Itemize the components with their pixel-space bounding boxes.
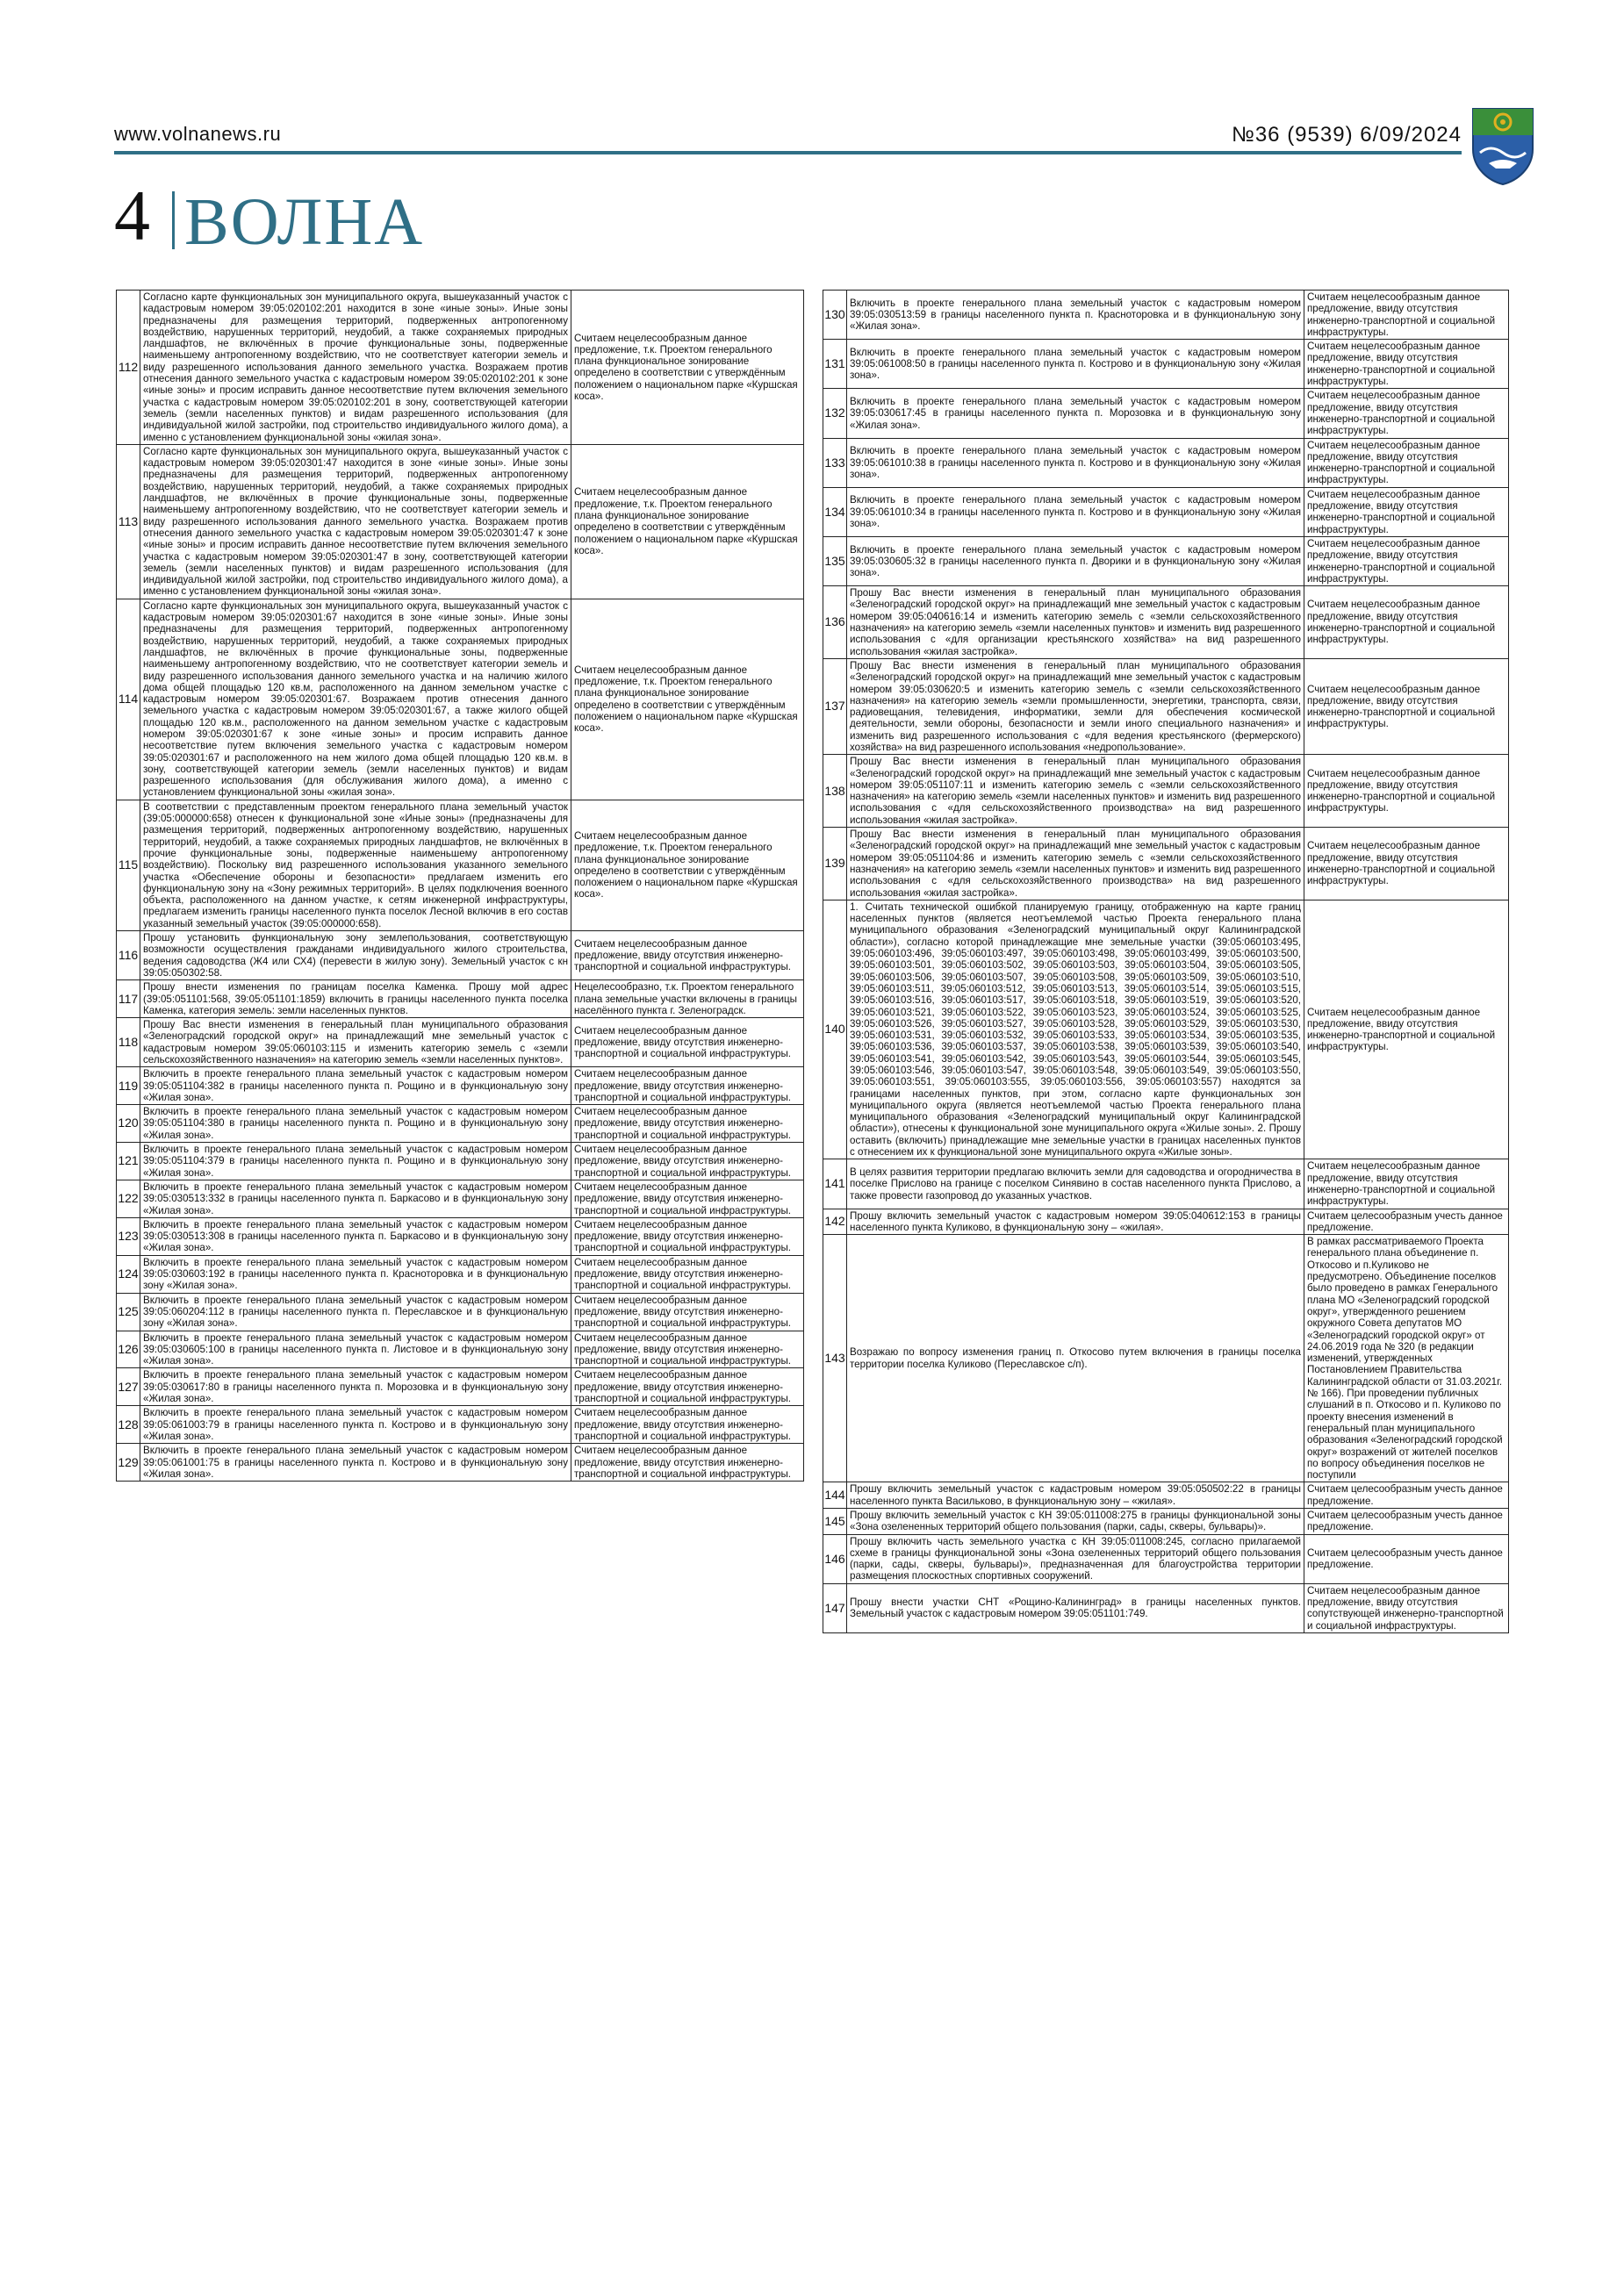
- response-text: Считаем целесообразным учесть данное предложение.: [1304, 1209, 1509, 1235]
- table-row: [823, 828, 1509, 900]
- row-number: 129: [117, 1444, 140, 1482]
- row-number: 147: [823, 1583, 847, 1632]
- row-number: 127: [117, 1368, 140, 1406]
- proposal-text: Включить в проекте генерального плана земельный участок с кадастровым номером 39:05:051104:382 в границы населенного пункта п. Рощино и в функциональную зону «Жилая зона».: [140, 1067, 571, 1105]
- proposal-text: 1. Считать технической ошибкой планируемую границу, отображенную на карте границ населенных пунктов (является неотъемлемой частью Проекта генерального плана муниципального образования «Зеленоградский муниципальный округ Калининградской области»), согласно которой принадлежащие мне земельные участки (39:05:060103:495, 39:05:060103:496, 39:05:060103:497, 39:05:060103:498, 39:05:060103:499, 39:05:060103:500, 39:05:060103:501, 39:05:060103:502, 39:05:060103:503, 39:05:060103:504, 39:05:060103:505, 39:05:060103:506, 39:05:060103:507, 39:05:060103:508, 39:05:060103:509, 39:05:060103:510, 39:05:060103:511, 39:05:060103:512, 39:05:060103:513, 39:05:060103:514, 39:05:060103:515, 39:05:060103:516, 39:05:060103:517, 39:05:060103:518, 39:05:060103:519, 39:05:060103:520, 39:05:060103:521, 39:05:060103:522, 39:05:060103:523, 39:05:060103:524, 39:05:060103:525, 39:05:060103:526, 39:05:060103:527, 39:05:060103:528, 39:05:060103:529, 39:05:060103:530, 39:05:060103:531, 39:05:060103:532, 39:05:060103:533, 39:05:060103:534, 39:05:060103:535, 39:05:060103:536, 39:05:060103:537, 39:05:060103:538, 39:05:060103:539, 39:05:060103:540, 39:05:060103:541, 39:05:060103:542, 39:05:060103:543, 39:05:060103:544, 39:05:060103:545, 39:05:060103:546, 39:05:060103:547, 39:05:060103:548, 39:05:060103:549, 39:05:060103:550, 39:05:060103:551, 39:05:060103:555, 39:05:060103:556, 39:05:060103:557) находятся за границами населенных пунктов, при этом, согласно карте функциональных зон муниципального округа (является неотъемлемой частью Проекта генерального плана муниципального образования «Зеленоградский муниципальный округ Калининградской области»), отнесены к функциональной зоне муниципального округа «Жилые зоны». 2. Прошу оставить (включить) принадлежащие мне земельные участки в границах населенных пунктов с отнесением их к функциональной зоне муниципального округа «Жилые зоны».: [847, 900, 1304, 1159]
- row-number: 123: [117, 1217, 140, 1255]
- row-number: 138: [823, 755, 847, 828]
- left-proposals-table: [116, 290, 804, 1482]
- table-row: [823, 389, 1509, 438]
- row-number: 135: [823, 536, 847, 585]
- proposal-text: Включить в проекте генерального плана земельный участок с кадастровым номером 39:05:061003:79 в границы населенного пункта п. Кострово и в функциональную зону «Жилая зона».: [140, 1406, 571, 1444]
- proposal-text: Включить в проекте генерального плана земельный участок с кадастровым номером 39:05:061010:38 в границы населенного пункта п. Кострово и в функциональную зону «Жилая зона».: [847, 438, 1304, 487]
- table-row: [117, 1255, 804, 1293]
- table-row: [823, 900, 1509, 1159]
- proposal-text: В целях развития территории предлагаю включить земли для садоводства и огородничества в поселке Прислово на границе с поселком Синявино в состав населенного пункта Прислово, а также провести газопровод до указанных участков.: [847, 1159, 1304, 1209]
- proposal-text: Включить в проекте генерального плана земельный участок с кадастровым номером 39:05:030617:45 в границы населенного пункта п. Морозовка и в функциональную зону «Жилая зона».: [847, 389, 1304, 438]
- header-rule: [114, 151, 1462, 154]
- proposal-text: Включить в проекте генерального плана земельный участок с кадастровым номером 39:05:061001:75 в границы населенного пункта п. Кострово и в функциональную зону «Жилая зона».: [140, 1444, 571, 1482]
- response-text: Считаем нецелесообразным данное предложение, ввиду отсутствия инженерно-транспортной и социальной инфраструктуры.: [1304, 487, 1509, 536]
- row-number: 146: [823, 1534, 847, 1583]
- proposal-text: В соответствии с представленным проектом генерального плана земельный участок (39:05:000000:658) отнесен к функциональной зоне «Иные зоны» (предназначены для размещения территорий, подверженных антропогенному воздействию, нарушенных территорий, неудобий, а также сохраняемых природных ландшафтов, не включённых в прочие функциональные зоны, подверженные наименьшему антропогенному воздействию). Поскольку вид разрешенного использования указанного земельного участка «Обеспечение обороны и безопасности» предлагаем изменить его функциональную зону на «Зону режимных территорий». В целях подключения военного объекта, расположенного на данном участке, к сетям инженерной инфраструктуры, предлагаем изменить границы населенного пункта поселок Лесной включив в его состав указанный земельный участок (39:05:000000:658).: [140, 800, 571, 930]
- table-row: [117, 1143, 804, 1180]
- proposal-text: Включить в проекте генерального плана земельный участок с кадастровым номером 39:05:051104:379 в границы населенного пункта п. Рощино и в функциональную зону «Жилая зона».: [140, 1143, 571, 1180]
- table-row: [823, 658, 1509, 754]
- response-text: Считаем нецелесообразным данное предложение, ввиду отсутствия инженерно-транспортной и социальной инфраструктуры.: [1304, 586, 1509, 659]
- proposal-text: Прошу включить земельный участок с кадастровым номером 39:05:050502:22 в границы населенного пункта Васильково, в функциональную зону – «жилая».: [847, 1482, 1304, 1509]
- proposal-text: Прошу включить земельный участок с кадастровым номером 39:05:040612:153 в границы населенного пункта Куликово, в функциональную зону – «жилая».: [847, 1209, 1304, 1235]
- row-number: 145: [823, 1508, 847, 1534]
- table-row: [823, 487, 1509, 536]
- response-text: Считаем нецелесообразным данное предложение, ввиду отсутствия инженерно-транспортной и социальной инфраструктуры.: [571, 1368, 804, 1406]
- proposal-text: Прошу включить земельный участок с КН 39:05:011008:275 в границы функциональной зоны «Зона озелененных территорий общего пользования (парки, сады, скверы, бульвары)».: [847, 1508, 1304, 1534]
- table-row: [117, 1105, 804, 1143]
- response-text: Считаем нецелесообразным данное предложение, ввиду отсутствия инженерно-транспортной и социальной инфраструктуры.: [571, 931, 804, 980]
- proposal-text: Включить в проекте генерального плана земельный участок с кадастровым номером 39:05:030513:332 в границы населенного пункта п. Баркасово и в функциональную зону «Жилая зона».: [140, 1180, 571, 1217]
- row-number: 133: [823, 438, 847, 487]
- response-text: Считаем нецелесообразным данное предложение, т.к. Проектом генерального плана функциональное зонирование определено в соответствии с утверждённым положением о национальном парке «Куршская коса».: [571, 599, 804, 800]
- table-row: [823, 1235, 1509, 1482]
- table-row: [823, 291, 1509, 340]
- table-row: [823, 1583, 1509, 1632]
- row-number: 121: [117, 1143, 140, 1180]
- response-text: Считаем нецелесообразным данное предложение, ввиду отсутствия инженерно-транспортной и социальной инфраструктуры.: [1304, 900, 1509, 1159]
- response-text: Считаем нецелесообразным данное предложение, т.к. Проектом генерального плана функциональное зонирование определено в соответствии с утверждённым положением о национальном парке «Куршская коса».: [571, 291, 804, 445]
- response-text: Считаем нецелесообразным данное предложение, ввиду отсутствия инженерно-транспортной и социальной инфраструктуры.: [571, 1444, 804, 1482]
- response-text: Считаем нецелесообразным данное предложение, ввиду отсутствия инженерно-транспортной и социальной инфраструктуры.: [571, 1143, 804, 1180]
- row-number: 125: [117, 1293, 140, 1331]
- response-text: Нецелесообразно, т.к. Проектом генерального плана земельные участки включены в границы населённого пункта г. Зеленоградск.: [571, 980, 804, 1018]
- response-text: Считаем нецелесообразным данное предложение, ввиду отсутствия инженерно-транспортной и социальной инфраструктуры.: [571, 1067, 804, 1105]
- table-row: [117, 1067, 804, 1105]
- row-number: 114: [117, 599, 140, 800]
- row-number: 117: [117, 980, 140, 1018]
- table-row: [117, 599, 804, 800]
- table-row: [117, 1018, 804, 1067]
- page-number: 4: [114, 176, 150, 255]
- table-row: [117, 444, 804, 599]
- header-url[interactable]: www.volnanews.ru: [114, 123, 282, 145]
- row-number: 132: [823, 389, 847, 438]
- proposal-text: Прошу установить функциональную зону землепользования, соответствующую возможности осуществления гражданами индивидуального жилого строительства, ведения садоводства (Ж4 или СХ4) (перевести в жилую зону). Земельный участок с кн 39:05:050302:58.: [140, 931, 571, 980]
- response-text: В рамках рассматриваемого Проекта генерального плана объединение п. Откосово и п.Куликово не предусмотрено. Объединение поселков было проведено в рамках Генерального плана МО «Зеленоградский городской округ», утвержденного решением окружного Совета депутатов МО «Зеленоградский городской округ» от 24.06.2019 года № 320 (в редакции изменений, утвержденных Постановлением Правительства Калининградской области от 31.03.2021г. № 166). При проведении публичных слушаний в п. Откосово и п. Куликово по проекту внесения изменений в генеральный план муниципального образования «Зеленоградский городской округ» возражений от жителей поселков по вопросу объединения поселков не поступили: [1304, 1235, 1509, 1482]
- response-text: Считаем нецелесообразным данное предложение, т.к. Проектом генерального плана функциональное зонирование определено в соответствии с утверждённым положением о национальном парке «Куршская коса».: [571, 800, 804, 930]
- proposal-text: Включить в проекте генерального плана земельный участок с кадастровым номером 39:05:051104:380 в границы населенного пункта п. Рощино и в функциональную зону «Жилая зона».: [140, 1105, 571, 1143]
- proposal-text: Включить в проекте генерального плана земельный участок с кадастровым номером 39:05:060204:112 в границы населенного пункта п. Переславское и в функциональную зону «Жилая зона».: [140, 1293, 571, 1331]
- proposal-text: Включить в проекте генерального плана земельный участок с кадастровым номером 39:05:030617:80 в границы населенного пункта п. Морозовка и в функциональную зону «Жилая зона».: [140, 1368, 571, 1406]
- table-row: [117, 1217, 804, 1255]
- response-text: Считаем нецелесообразным данное предложение, ввиду отсутствия инженерно-транспортной и социальной инфраструктуры.: [571, 1105, 804, 1143]
- row-number: 116: [117, 931, 140, 980]
- row-number: 139: [823, 828, 847, 900]
- table-row: [823, 1508, 1509, 1534]
- table-row: [823, 755, 1509, 828]
- response-text: Считаем целесообразным учесть данное предложение.: [1304, 1508, 1509, 1534]
- table-row: [823, 1534, 1509, 1583]
- response-text: Считаем нецелесообразным данное предложение, т.к. Проектом генерального плана функциональное зонирование определено в соответствии с утверждённым положением о национальном парке «Куршская коса».: [571, 444, 804, 599]
- response-text: Считаем нецелесообразным данное предложение, ввиду отсутствия инженерно-транспортной и социальной инфраструктуры.: [1304, 389, 1509, 438]
- response-text: Считаем нецелесообразным данное предложение, ввиду отсутствия инженерно-транспортной и социальной инфраструктуры.: [571, 1255, 804, 1293]
- proposal-text: Прошу включить часть земельного участка с КН 39:05:011008:245, согласно прилагаемой схеме в границы функциональной зоны «Зона озелененных территорий общего пользования (парки, сады, скверы, бульвары)», предназначенная для благоустройства территории размещения плоскостных спортивных сооружений.: [847, 1534, 1304, 1583]
- right-proposals-table: [823, 290, 1509, 1633]
- proposal-text: Включить в проекте генерального плана земельный участок с кадастровым номером 39:05:030605:100 в границы населенного пункта п. Листовое и в функциональную зону «Жилая зона».: [140, 1331, 571, 1368]
- masthead-logo: ВОЛНА: [184, 185, 425, 259]
- table-row: [117, 1368, 804, 1406]
- response-text: Считаем нецелесообразным данное предложение, ввиду отсутствия инженерно-транспортной и социальной инфраструктуры.: [1304, 438, 1509, 487]
- table-row: [823, 1159, 1509, 1209]
- proposal-text: Прошу Вас внести изменения в генеральный план муниципального образования «Зеленоградский городской округ» на принадлежащий мне земельный участок с кадастровым номером 39:05:030620:5 и изменить категорию земель с «земли сельскохозяйственного назначения» на категорию земель «земли промышленности, энергетики, транспорта, связи, радиовещания, телевидения, информатики, земли для обеспечения космической деятельности, земли обороны, безопасности и земли иного специального назначения» и изменить вид разрешенного использования с «для ведения крестьянского (фермерского) хозяйства» на вид разрешенного использования «недропользование».: [847, 658, 1304, 754]
- proposal-text: Согласно карте функциональных зон муниципального округа, вышеуказанный участок с кадастровым номером 39:05:020102:201 находится в зоне «иные зоны». Иные зоны предназначены для размещения территорий, подверженных антропогенному воздействию, нарушенных территорий, неудобий, а также сохраняемых природных ландшафтов, не включённых в прочие функциональные зоны, подверженные наименьшему антропогенному воздействию, что не соответствует категории земель и виду разрешенного использования данного земельного участка. Возражаем против отнесения данного земельного участка с кадастровым номером 39:05:020102:201 к зоне «иные зоны» и просим исправить данное несоответствие путем включения земельного участка с кадастровым номером 39:05:020102:201 в зону, соответствующей категории земель (земли населенных пунктов) и видам разрешенного использования (для индивидуальной жилой застройки, под строительство индивидуального жилого дома), а именно с установлением функциональной зоны «жилая зона».: [140, 291, 571, 445]
- table-row: [823, 438, 1509, 487]
- proposal-text: Включить в проекте генерального плана земельный участок с кадастровым номером 39:05:030513:308 в границы населенного пункта п. Баркасово и в функциональную зону «Жилая зона».: [140, 1217, 571, 1255]
- proposal-text: Прошу внести участки СНТ «Рощино-Калининград» в границы населенных пунктов. Земельный участок с кадастровым номером 39:05:051101:749.: [847, 1583, 1304, 1632]
- response-text: Считаем нецелесообразным данное предложение, ввиду отсутствия инженерно-транспортной и социальной инфраструктуры.: [1304, 755, 1509, 828]
- proposal-text: Включить в проекте генерального плана земельный участок с кадастровым номером 39:05:030605:32 в границы населенного пункта п. Дворики и в функциональную зону «Жилая зона».: [847, 536, 1304, 585]
- table-row: [823, 536, 1509, 585]
- proposal-text: Прошу Вас внести изменения в генеральный план муниципального образования «Зеленоградский городской округ» на принадлежащий мне земельный участок с кадастровым номером 39:05:051104:86 и изменить категорию земель с «земли сельскохозяйственного назначения» на категорию земель «земли населенных пунктов» и изменить вид разрешенного использования с «для сельскохозяйственного производства» на вид разрешенного использования «жилая застройка».: [847, 828, 1304, 900]
- proposal-text: Согласно карте функциональных зон муниципального округа, вышеуказанный участок с кадастровым номером 39:05:020301:47 находится в зоне «иные зоны». Иные зоны предназначены для размещения территорий, подверженных антропогенному воздействию, нарушенных территорий, неудобий, а также сохраняемых природных ландшафтов, не включённых в прочие функциональные зоны, подверженные наименьшему антропогенному воздействию, что не соответствует категории земель и виду разрешенного использования данного земельного участка. Возражаем против отнесения данного земельного участка с кадастровым номером 39:05:020301:47 к зоне «иные зоны» и просим исправить данное несоответствие путем включения земельного участка с кадастровым номером 39:05:020301:47 в зону, соответствующей категории земель (земли населенных пунктов) и видам разрешенного использования (для индивидуальной жилой застройки, под строительство индивидуального жилого дома), а именно с установлением функциональной зоны «жилая зона».: [140, 444, 571, 599]
- row-number: 131: [823, 340, 847, 389]
- response-text: Считаем нецелесообразным данное предложение, ввиду отсутствия инженерно-транспортной и социальной инфраструктуры.: [1304, 1159, 1509, 1209]
- table-row: [117, 291, 804, 445]
- row-number: 119: [117, 1067, 140, 1105]
- proposal-text: Прошу Вас внести изменения в генеральный план муниципального образования «Зеленоградский городской округ» на принадлежащий мне земельный участок с кадастровым номером 39:05:051107:11 и изменить категорию земель с «земли сельскохозяйственного назначения» на категорию земель «земли населенных пунктов» и изменить вид разрешенного использования с «для сельскохозяйственного производства» на вид разрешенного использования «жилая застройка».: [847, 755, 1304, 828]
- table-row: [117, 1406, 804, 1444]
- row-number: 144: [823, 1482, 847, 1509]
- row-number: 112: [117, 291, 140, 445]
- row-number: 118: [117, 1018, 140, 1067]
- proposal-text: Согласно карте функциональных зон муниципального округа, вышеуказанный участок с кадастровым номером 39:05:020301:67 находится в зоне «иные зоны». Иные зоны предназначены для размещения территорий, подверженных антропогенному воздействию, нарушенных территорий, неудобий, а также сохраняемых природных ландшафтов, не включённых в прочие функциональные зоны, подверженные наименьшему антропогенному воздействию, что не соответствует категории земель и виду разрешенного использования данного земельного участка и на наличию жилого дома общей площадью 120 кв.м, расположенного на данном земельном участке с кадастровым номером 39:05:020301:67. Возражаем против отнесения данного земельного участка с кадастровым номером 39:05:020301:67, а также жилого общей площадью 120 кв.м., расположенного на данном земельном участке с кадастровым номером 39:05:020301:67 к зоне «иные зоны» и просим исправить данное несоответствие путем включения земельного участка с кадастровым номером 39:05:020301:67 и расположенного на нем жилого дома общей площадью 120 кв.м. в зону, соответствующей категории земель (земли населенных пунктов) и видам разрешенного использования (для обслуживания жилого дома), а именно с установлением функциональной зоны «жилая зона».: [140, 599, 571, 800]
- table-row: [823, 586, 1509, 659]
- row-number: 137: [823, 658, 847, 754]
- proposal-text: Прошу внести изменения по границам поселка Каменка. Прошу мой адрес (39:05:051101:568, 39:05:051101:1859) включить в границы населенного пункта поселка Каменка, категория земель: земли населенных пунктов.: [140, 980, 571, 1018]
- table-row: [117, 1444, 804, 1482]
- response-text: Считаем нецелесообразным данное предложение, ввиду отсутствия сопутствующей инженерно-транспортной и социальной инфраструктуры.: [1304, 1583, 1509, 1632]
- row-number: 143: [823, 1235, 847, 1482]
- table-row: [823, 1482, 1509, 1509]
- row-number: 142: [823, 1209, 847, 1235]
- row-number: 122: [117, 1180, 140, 1217]
- response-text: Считаем нецелесообразным данное предложение, ввиду отсутствия инженерно-транспортной и социальной инфраструктуры.: [1304, 291, 1509, 340]
- response-text: Считаем целесообразным учесть данное предложение.: [1304, 1482, 1509, 1509]
- response-text: Считаем нецелесообразным данное предложение, ввиду отсутствия инженерно-транспортной и социальной инфраструктуры.: [571, 1406, 804, 1444]
- row-number: 115: [117, 800, 140, 930]
- row-number: 140: [823, 900, 847, 1159]
- row-number: 120: [117, 1105, 140, 1143]
- row-number: 136: [823, 586, 847, 659]
- response-text: Считаем нецелесообразным данное предложение, ввиду отсутствия инженерно-транспортной и социальной инфраструктуры.: [571, 1018, 804, 1067]
- proposal-text: Прошу Вас внести изменения в генеральный план муниципального образования «Зеленоградский городской округ» на принадлежащий мне земельный участок с кадастровым номером 39:05:060103:115 и изменить категорию земель с «земли сельскохозяйственного назначения» на категорию земель «земли населенных пунктов».: [140, 1018, 571, 1067]
- table-row: [117, 931, 804, 980]
- response-text: Считаем нецелесообразным данное предложение, ввиду отсутствия инженерно-транспортной и социальной инфраструктуры.: [1304, 658, 1509, 754]
- issue-info: №36 (9539) 6/09/2024: [1232, 123, 1462, 147]
- response-text: Считаем нецелесообразным данное предложение, ввиду отсутствия инженерно-транспортной и социальной инфраструктуры.: [571, 1180, 804, 1217]
- table-row: [823, 340, 1509, 389]
- row-number: 128: [117, 1406, 140, 1444]
- coat-of-arms-icon: [1470, 105, 1536, 186]
- proposal-text: Включить в проекте генерального плана земельный участок с кадастровым номером 39:05:061010:34 в границы населенного пункта п. Кострово и в функциональную зону «Жилая зона».: [847, 487, 1304, 536]
- proposal-text: Включить в проекте генерального плана земельный участок с кадастровым номером 39:05:030603:192 в границы населенного пункта п. Красноторовка и в функциональную зону «Жилая зона».: [140, 1255, 571, 1293]
- row-number: 130: [823, 291, 847, 340]
- table-row: [117, 1331, 804, 1368]
- response-text: Считаем целесообразным учесть данное предложение.: [1304, 1534, 1509, 1583]
- response-text: Считаем нецелесообразным данное предложение, ввиду отсутствия инженерно-транспортной и социальной инфраструктуры.: [571, 1293, 804, 1331]
- row-number: 141: [823, 1159, 847, 1209]
- table-row: [823, 1209, 1509, 1235]
- proposal-text: Прошу Вас внести изменения в генеральный план муниципального образования «Зеленоградский городской округ» на принадлежащий мне земельный участок с кадастровым номером 39:05:040616:14 и изменить категорию земель с «земли сельскохозяйственного назначения» на категорию земель «земли населенных пунктов» и изменить вид разрешенного использования с «для организации крестьянского хозяйства» на вид разрешенного использования «жилая застройка».: [847, 586, 1304, 659]
- proposal-text: Включить в проекте генерального плана земельный участок с кадастровым номером 39:05:061008:50 в границы населенного пункта п. Кострово и в функциональную зону «Жилая зона».: [847, 340, 1304, 389]
- response-text: Считаем нецелесообразным данное предложение, ввиду отсутствия инженерно-транспортной и социальной инфраструктуры.: [571, 1217, 804, 1255]
- response-text: Считаем нецелесообразным данное предложение, ввиду отсутствия инженерно-транспортной и социальной инфраструктуры.: [1304, 828, 1509, 900]
- table-row: [117, 980, 804, 1018]
- proposal-text: Возражаю по вопросу изменения границ п. Откосово путем включения в границы поселка территории поселка Куликово (Переславское с/п).: [847, 1235, 1304, 1482]
- table-row: [117, 1293, 804, 1331]
- row-number: 113: [117, 444, 140, 599]
- row-number: 126: [117, 1331, 140, 1368]
- response-text: Считаем нецелесообразным данное предложение, ввиду отсутствия инженерно-транспортной и социальной инфраструктуры.: [1304, 536, 1509, 585]
- masthead-divider: [172, 191, 175, 249]
- table-row: [117, 1180, 804, 1217]
- response-text: Считаем нецелесообразным данное предложение, ввиду отсутствия инженерно-транспортной и социальной инфраструктуры.: [1304, 340, 1509, 389]
- row-number: 124: [117, 1255, 140, 1293]
- response-text: Считаем нецелесообразным данное предложение, ввиду отсутствия инженерно-транспортной и социальной инфраструктуры.: [571, 1331, 804, 1368]
- proposal-text: Включить в проекте генерального плана земельный участок с кадастровым номером 39:05:030513:59 в границы населенного пункта п. Красноторовка и в функциональную зону «Жилая зона».: [847, 291, 1304, 340]
- table-row: [117, 800, 804, 930]
- row-number: 134: [823, 487, 847, 536]
